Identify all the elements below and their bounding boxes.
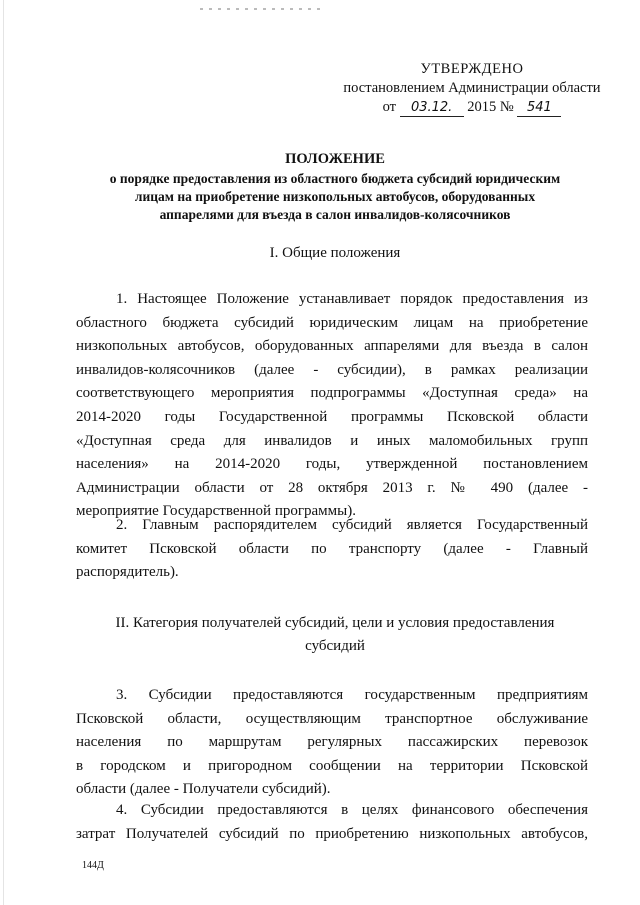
text-line: населения по маршрутам регулярных пассажирских перевозок [76,734,588,751]
handwritten-date: 03.12. [400,100,464,117]
text-line: распорядитель). [76,564,179,581]
section-heading-2 [70,612,600,658]
title-line: лицам на приобретение низкопольных автобусов, оборудованных [134,189,536,204]
text-line: Администрации области от 28 октября 2013 г. № 490 (далее - [76,479,588,496]
text-line: 3. Субсидии предоставляются государственным предприятиям [116,687,588,703]
title-heading: ПОЛОЖЕНИЕ [285,151,385,167]
text-line: мероприятие Государственной программы). [76,503,356,520]
approval-date-line [342,98,602,117]
scan-edge [3,0,4,905]
approval-prefix: от [382,99,397,115]
text-line: 1. Настоящее Положение устанавливает порядок предоставления из [116,291,588,307]
section-heading-1: I. Общие положения [269,245,401,261]
section-heading-line: II. Категория получателей субсидий, цели и условия предоставления [115,615,555,631]
text-line: затрат Получателей субсидий по приобретению низкопольных автобусов, [76,825,588,842]
paragraph-1 [76,288,588,524]
title-line: о порядке предоставления из областного бюджета субсидий юридическим [109,171,561,186]
handwritten-number: 541 [517,100,561,117]
scan-artifact [200,8,320,10]
approval-decree: постановлением Администрации области [343,80,601,96]
paragraph-4 [76,799,588,846]
text-line: в городском и пригородном сообщении на территории Псковской [76,757,588,774]
text-line: областного бюджета субсидий юридическим лицам на приобретение [76,314,588,331]
page-footer-code: 144Д [82,860,104,871]
approval-year: 2015 № [467,99,514,115]
document-title [70,150,600,224]
approval-block [342,60,602,117]
text-line: 2014-2020 годы Государственной программы Псковской области [76,408,588,425]
text-line: области (далее - Получатели субсидий). [76,781,331,798]
title-line: аппарелями для въезда в салон инвалидов-колясочников [159,207,511,222]
text-line: Псковской области, осуществляющим транспортное обслуживание [76,710,588,727]
text-line: соответствующего мероприятия подпрограммы «Доступная среда» на [76,385,588,402]
text-line: инвалидов-колясочников (далее - субсидии), в рамках реализации [76,361,588,378]
text-line: 4. Субсидии предоставляются в целях финансового обеспечения [116,802,588,818]
text-line: 2. Главным распорядителем субсидий является Государственный [116,517,588,533]
section-heading-line: субсидий [305,638,365,654]
paragraph-2 [76,514,588,585]
paragraph-3 [76,684,588,802]
text-line: населения» на 2014-2020 годы, утвержденной постановлением [76,456,588,473]
text-line: «Доступная среда для инвалидов и иных маломобильных групп [76,432,588,449]
text-line: низкопольных автобусов, оборудованных аппарелями для въезда в салон [76,338,588,355]
text-line: комитет Псковской области по транспорту (далее - Главный [76,540,588,557]
approval-heading: УТВЕРЖДЕНО [420,61,524,77]
